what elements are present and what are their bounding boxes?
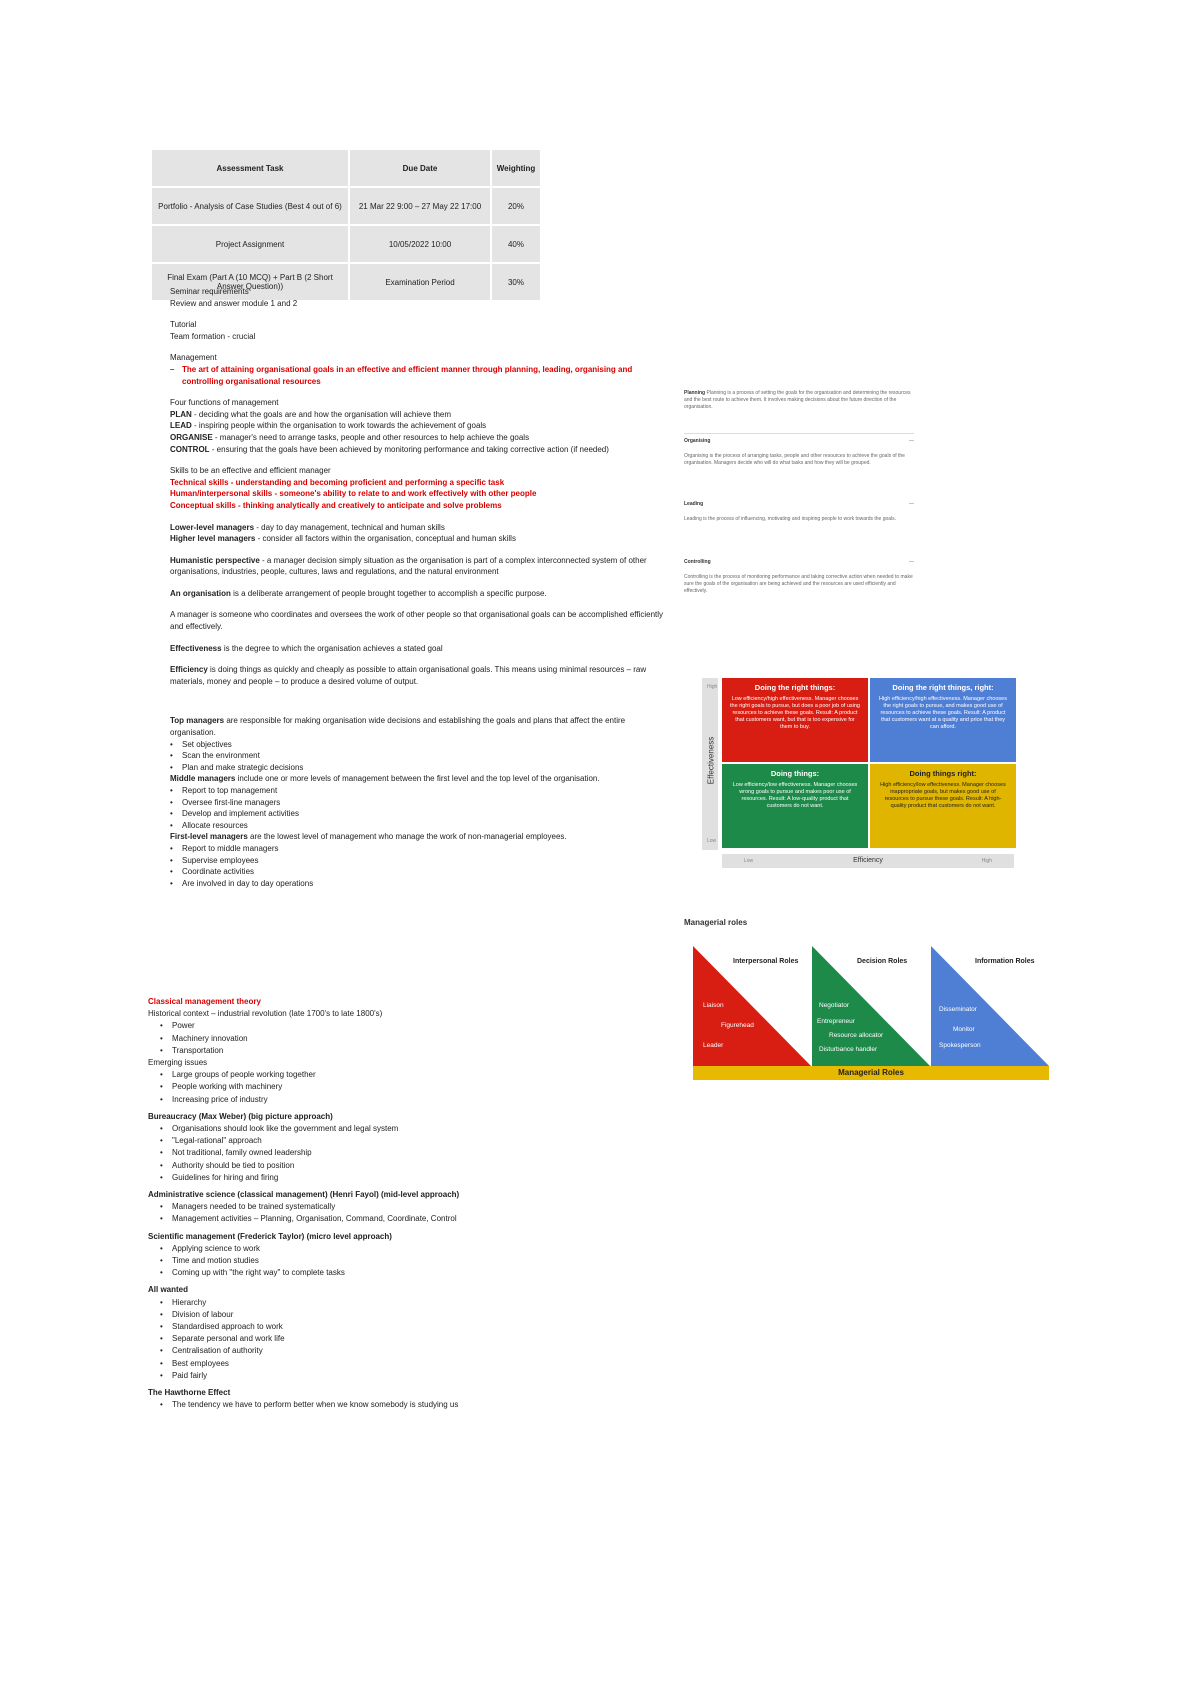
list-item: • Managers needed to be trained systematically (160, 1201, 708, 1213)
management-definition: – The art of attaining organisational goals in an effective and efficient manner through planning, leading, organising and controlling organisational resources (170, 364, 670, 387)
list-item: • Power (160, 1020, 708, 1032)
first-level-managers (170, 831, 670, 843)
table-cell: Final Exam (Part A (10 MCQ) + Part B (2 Short Answer Question)) (151, 263, 349, 301)
function-text: - ensuring that the goals have been achieved by monitoring performance and taking corrective action (if needed) (209, 444, 609, 454)
term-text: include one or more levels of management between the first level and the top level of the organisation. (235, 774, 600, 784)
quadrant-title: Doing the right things, right: (892, 683, 994, 692)
term-text: are the lowest level of management who manage the work of non-managerial employees. (247, 832, 567, 842)
table-cell: 21 Mar 22 9:00 – 27 May 22 17:00 (349, 187, 491, 225)
historical-context: Historical context – industrial revolution (late 1700's to late 1800's) (148, 1009, 383, 1019)
skills-heading: Skills to be an effective and efficient manager (170, 466, 331, 476)
manager-definition: A manager is someone who coordinates and oversees the work of other people so that organisational goals can be accomplished efficiently and effectively. (170, 610, 664, 632)
note-title: Controlling (684, 559, 711, 565)
list-item: • Transportation (160, 1045, 708, 1057)
term: Humanistic perspective (170, 555, 260, 565)
function-text: - deciding what the goals are and how the organisation will achieve them (191, 409, 452, 419)
quadrant-right-things (722, 678, 868, 762)
list-item: • Management activities – Planning, Organisation, Command, Coordinate, Control (160, 1213, 708, 1225)
list-item: • Coming up with "the right way" to complete tasks (160, 1267, 708, 1279)
emerging-issues-heading: Emerging issues (148, 1058, 208, 1068)
table-cell: 10/05/2022 10:00 (349, 225, 491, 263)
table-header: Assessment Task (151, 149, 349, 187)
four-functions-heading: Four functions of management (170, 398, 279, 408)
classical-title: Classical management theory (148, 997, 261, 1006)
role-label: Figurehead (721, 1022, 754, 1029)
note-body: Controlling is the process of monitoring performance and taking corrective action when needed to make sure the goals of the organisation are being achieved and the resources are used efficiently and effectively. (684, 574, 913, 594)
lecture-notes (170, 286, 670, 889)
context-list (148, 1020, 708, 1057)
term-text: - a manager decision simply situation as the organisation is part of a complex interconnected system of other organisations, industries, people, cultures, laws and regulations, and the natural environment (170, 555, 647, 577)
collapse-marker[interactable]: — (909, 559, 914, 565)
list-item: • Paid fairly (160, 1370, 708, 1382)
decision-roles-title: Decision Roles (857, 958, 908, 965)
level-lower (170, 522, 670, 534)
list-item: • Standardised approach to work (160, 1321, 708, 1333)
effectiveness-efficiency-matrix (706, 678, 1014, 892)
list-item: • Report to middle managers (170, 843, 670, 855)
role-label: Liaison (703, 1002, 724, 1009)
information-roles-title: Information Roles (975, 958, 1035, 965)
bureaucracy-heading: Bureaucracy (Max Weber) (big picture approach) (148, 1111, 333, 1121)
interpersonal-roles-title: Interpersonal Roles (733, 958, 799, 965)
list-item: • Guidelines for hiring and firing (160, 1172, 708, 1184)
collapse-marker[interactable]: — (909, 501, 914, 507)
note-controlling (684, 559, 914, 595)
quadrant-title: Doing things: (770, 769, 820, 778)
collapse-marker[interactable]: — (909, 438, 914, 444)
function-plan (170, 409, 670, 421)
list-item: • Time and motion studies (160, 1255, 708, 1267)
humanistic-perspective (170, 555, 670, 578)
term: Lower-level managers (170, 522, 255, 532)
note-body: Organising is the process of arranging tasks, people and other resources to achieve the goals of the organisation. Managers decide who will do what tasks and how they will be grouped. (684, 453, 905, 466)
term: Higher level managers (170, 534, 256, 544)
term-text: is a deliberate arrangement of people brought together to accomplish a specific purpose. (230, 588, 547, 598)
function-control (170, 444, 670, 456)
quadrant-body: Low efficiency/low effectiveness. Manager chooses wrong goals to pursue and makes poor use of resources. Result: A low-quality product that customers do not want. (732, 782, 858, 809)
emerging-list (148, 1069, 708, 1106)
x-axis-label: Efficiency (853, 857, 883, 864)
assessment-table (150, 148, 542, 302)
list-item: • Set objectives (170, 739, 670, 751)
list-item: • Large groups of people working together (160, 1069, 708, 1081)
quadrant-right-things-right (870, 678, 1016, 762)
x-low-label: Low (744, 858, 754, 864)
quadrant-things-right (870, 764, 1016, 848)
y-axis (702, 678, 718, 850)
function-term: CONTROL (170, 444, 210, 454)
table-row (151, 187, 541, 225)
list-item: • Supervise employees (170, 855, 670, 867)
function-text: - manager's need to arrange tasks, people and other resources to help achieve the goals (212, 432, 530, 442)
role-label: Disturbance handler (819, 1046, 878, 1053)
hawthorne-heading: The Hawthorne Effect (148, 1388, 231, 1398)
term-text: is the degree to which the organisation achieves a stated goal (221, 643, 443, 653)
list-item: • Scan the environment (170, 750, 670, 762)
y-axis-label: Effectiveness (706, 736, 716, 785)
hawthorne-list (148, 1399, 708, 1411)
skill-technical: Technical skills - understanding and becoming proficient and performing a specific task (170, 477, 505, 487)
list-item: • Allocate resources (170, 820, 670, 832)
quadrant-body: High efficiency/high effectiveness. Manager chooses the right goals to pursue, and makes good use of resources to achieve these goals. Result: A product that customers want at a quality and price that they can afford. (879, 696, 1007, 730)
table-cell: 20% (491, 187, 541, 225)
note-leading (684, 501, 914, 523)
effectiveness-definition (170, 643, 670, 655)
term: First-level managers (170, 832, 248, 842)
classical-theory-notes (148, 996, 708, 1412)
list-item: • People working with machinery (160, 1081, 708, 1093)
list-item: • Applying science to work (160, 1243, 708, 1255)
role-label: Leader (703, 1042, 724, 1049)
note-body: Planning is a process of setting the goals for the organisation and determining the resources and the best route to achieve them. It involves making decisions about the future direction of the organisation. (684, 390, 911, 410)
list-item: • Hierarchy (160, 1297, 708, 1309)
function-term: PLAN (170, 409, 192, 419)
function-lead (170, 420, 670, 432)
table-header: Weighting (491, 149, 541, 187)
efficiency-definition (170, 664, 670, 687)
function-term: ORGANISE (170, 432, 213, 442)
level-higher (170, 533, 670, 545)
list-item: • Increasing price of industry (160, 1094, 708, 1106)
note-organising (684, 438, 914, 467)
top-managers (170, 715, 670, 738)
term-text: is doing things as quickly and cheaply as possible to attain organisational goals. This means using minimal resources – raw materials, money and people – to produce a desired volume of output. (170, 665, 647, 686)
y-low-label: Low (707, 838, 717, 844)
table-cell: Project Assignment (151, 225, 349, 263)
scientific-list (148, 1243, 708, 1280)
function-text: - inspiring people within the organisation to work towards the achievement of goals (191, 421, 487, 431)
admin-science-heading: Administrative science (classical management) (Henri Fayol) (mid-level approach) (148, 1190, 460, 1200)
note-title: Organising (684, 438, 711, 444)
list-item: • Coordinate activities (170, 866, 670, 878)
list-item: • Authority should be tied to position (160, 1160, 708, 1172)
note-title: Leading (684, 501, 704, 507)
tutorial-heading: Tutorial (170, 320, 197, 330)
quadrant-title: Doing things right: (909, 769, 977, 778)
all-wanted-list (148, 1297, 708, 1382)
list-item: • Organisations should look like the government and legal system (160, 1123, 708, 1135)
middle-managers-list (170, 785, 670, 831)
note-title: Planning (684, 390, 706, 396)
top-managers-list (170, 739, 670, 774)
list-item: • Machinery innovation (160, 1033, 708, 1045)
term: Middle managers (170, 774, 236, 784)
quadrant-title: Doing the right things: (754, 683, 836, 692)
first-level-list (170, 843, 670, 889)
list-item: • "Legal-rational" approach (160, 1135, 708, 1147)
scientific-heading: Scientific management (Frederick Taylor) (micro level approach) (148, 1231, 392, 1241)
function-organise (170, 432, 670, 444)
managerial-roles-diagram (693, 946, 1049, 1082)
quadrant-doing-things (722, 764, 868, 848)
role-label: Monitor (953, 1026, 975, 1033)
list-item: • Oversee first-line managers (170, 797, 670, 809)
quadrant-body: Low efficiency/high effectiveness. Manager chooses the right goals to pursue, but does a poor job of using resources to achieve these goals. Result: A product that customers want, but that is too expensive for them to buy. (730, 696, 860, 730)
list-item: • Develop and implement activities (170, 808, 670, 820)
managerial-roles-heading: Managerial roles (684, 918, 748, 927)
middle-managers (170, 773, 670, 785)
seminar-heading: Seminar requirements (170, 287, 249, 296)
term: Effectiveness (170, 643, 222, 653)
table-cell: Examination Period (349, 263, 491, 301)
role-label: Disseminator (939, 1006, 977, 1013)
term-text: - consider all factors within the organisation, conceptual and human skills (255, 534, 516, 544)
x-axis (722, 854, 1014, 868)
quadrant-body: High efficiency/low effectiveness. Manager chooses inappropriate goals, but makes good use of resources to pursue these goals. Result: A high-quality product that customers do not want. (880, 782, 1006, 809)
term: Efficiency (170, 665, 208, 675)
managerial-roles-bar: Managerial Roles (693, 1066, 1049, 1080)
skill-human: Human/interpersonal skills - someone's ability to relate to and work effectively with other people (170, 489, 537, 499)
seminar-text: Review and answer module 1 and 2 (170, 298, 298, 308)
table-cell: 30% (491, 263, 541, 301)
list-item: • Report to top management (170, 785, 670, 797)
list-item: • Division of labour (160, 1309, 708, 1321)
all-wanted-heading: All wanted (148, 1285, 189, 1295)
list-item: • Separate personal and work life (160, 1333, 708, 1345)
role-label: Negotiator (819, 1002, 849, 1009)
role-label: Entrepreneur (817, 1018, 855, 1025)
function-notes (684, 390, 914, 595)
management-heading: Management (170, 353, 217, 363)
table-cell: Portfolio - Analysis of Case Studies (Best 4 out of 6) (151, 187, 349, 225)
table-cell: 40% (491, 225, 541, 263)
note-planning (684, 390, 914, 411)
term: Top managers (170, 716, 225, 726)
table-header: Due Date (349, 149, 491, 187)
term: An organisation (170, 588, 231, 598)
function-term: LEAD (170, 421, 192, 431)
table-row (151, 225, 541, 263)
term-text: are responsible for making organisation wide decisions and establishing the goals and plans that affect the entire organisation. (170, 716, 626, 738)
list-item: • Not traditional, family owned leadership (160, 1147, 708, 1159)
list-item: • Plan and make strategic decisions (170, 762, 670, 774)
organisation-definition (170, 588, 670, 600)
tutorial-text: Team formation - crucial (170, 331, 256, 341)
bureaucracy-list (148, 1123, 708, 1184)
y-high-label: High (707, 684, 718, 690)
list-item: • Best employees (160, 1358, 708, 1370)
x-high-label: High (981, 858, 992, 864)
table-header-row (151, 149, 541, 187)
term-text: - day to day management, technical and human skills (254, 522, 445, 532)
list-item: • Centralisation of authority (160, 1345, 708, 1357)
role-label: Resource allocator (829, 1032, 884, 1039)
role-label: Spokesperson (939, 1042, 981, 1049)
note-body: Leading is the process of influencing, motivating and inspiring people to work towards the goals. (684, 516, 897, 522)
admin-list (148, 1201, 708, 1225)
management-definition-list (170, 364, 670, 387)
skill-conceptual: Conceptual skills - thinking analytically and creatively to anticipate and solve problems (170, 500, 502, 510)
list-item: • Are involved in day to day operations (170, 878, 670, 890)
list-item: • The tendency we have to perform better when we know somebody is studying us (160, 1399, 708, 1411)
